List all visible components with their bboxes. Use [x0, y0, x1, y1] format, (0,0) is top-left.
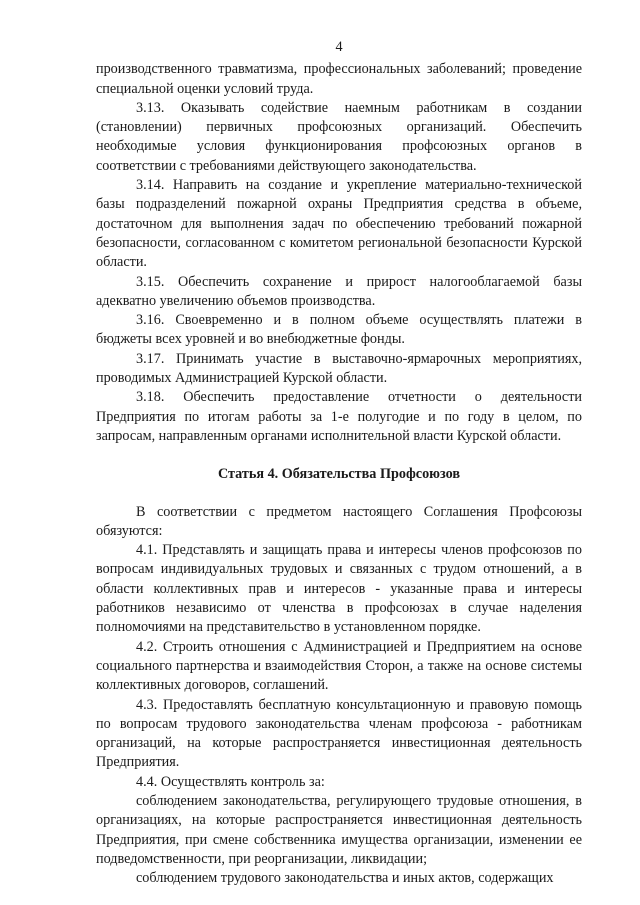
paragraph: 3.17. Принимать участие в выставочно-ярмарочных мероприятиях, проводимых Администрацией Курской области. [96, 350, 582, 387]
paragraph: 3.13. Оказывать содействие наемным работникам в создании (становлении) первичных профсоюзных организаций. Обеспечить необходимые условия функционирования профсоюзных органов в соответствии с требованиями действующего законодательства. [96, 99, 582, 174]
paragraph: 4.3. Предоставлять бесплатную консультационную и правовую помощь по вопросам трудового законодательства членам профсоюза - работникам организаций, на которые распространяется инвестиционная деятельность Предприятия. [96, 696, 582, 771]
section-4-body [96, 503, 582, 889]
paragraph: соблюдением трудового законодательства и иных актов, содержащих [136, 870, 554, 887]
paragraph: 4.4. Осуществлять контроль за: [136, 773, 325, 790]
paragraph: 3.15. Обеспечить сохранение и прирост налогооблагаемой базы адекватно увеличению объемов производства. [96, 273, 582, 309]
paragraph: 3.16. Своевременно и в полном объеме осуществлять платежи в бюджеты всех уровней и во внебюджетные фонды. [96, 312, 582, 348]
article-4-heading: Статья 4. Обязательства Профсоюзов [217, 466, 461, 483]
document-page [96, 38, 582, 888]
paragraph: В соответствии с предметом настоящего Соглашения Профсоюзы обязуются: [96, 503, 582, 539]
paragraph: 3.18. Обеспечить предоставление отчетности о деятельности Предприятия по итогам работы за 1-е полугодие и по году в целом, по запросам, направленным органами исполнительной власти Курской области. [96, 389, 582, 444]
paragraph: 4.1. Представлять и защищать права и интересы членов профсоюзов по вопросам индивидуальных трудовых и связанных с трудом отношений, а в области коллективных прав и интересов - указанные права и интересы работников независимо от членства в профсоюзах в случае наделения полномочиями на представительство в установленном порядке. [96, 542, 582, 636]
section-3-continuation [96, 60, 582, 446]
paragraph: 3.14. Направить на создание и укрепление материально-технической базы подразделений пожарной охраны Предприятия средства в объеме, достаточном для выполнения задач по обеспечению требований пожарной безопасности, согласованном с комитетом региональной безопасности Курской области. [96, 177, 582, 271]
paragraph: соблюдением законодательства, регулирующего трудовые отношения, в организациях, на которые распространяется инвестиционная деятельность Предприятия, при смене собственника имущества организации, изменении ее подведомственности, при реорганизации, ликвидации; [96, 792, 582, 867]
paragraph: 4.2. Строить отношения с Администрацией и Предприятием на основе социального партнерства и взаимодействия Сторон, а также на основе системы коллективных договоров, соглашений. [96, 638, 582, 694]
page-number: 4 [335, 39, 343, 55]
paragraph: производственного травматизма, профессиональных заболеваний; проведение специальной оценки условий труда. [96, 61, 582, 97]
